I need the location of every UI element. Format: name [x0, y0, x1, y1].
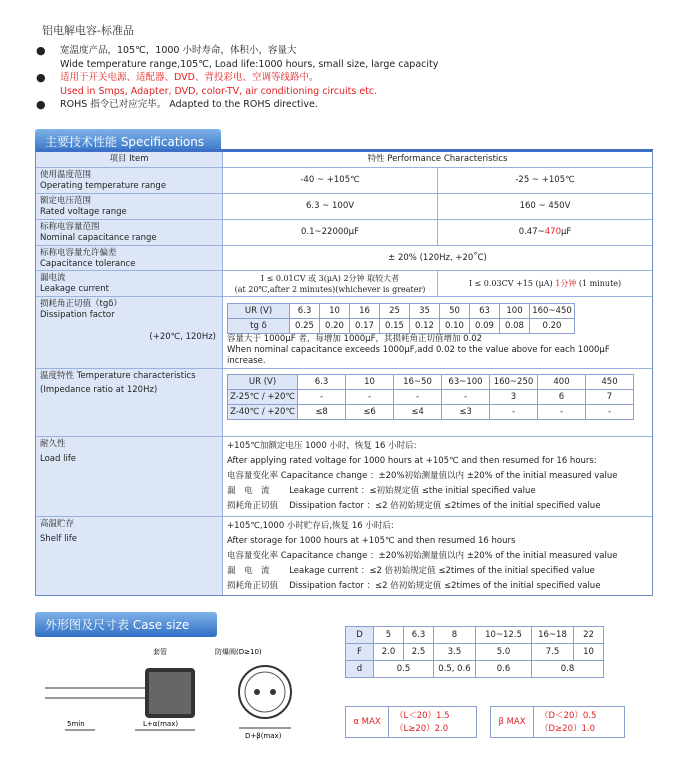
table-cell: 3	[490, 390, 538, 405]
voltage-a: 6.3 ~ 100V	[305, 201, 355, 211]
table-cell: Z-25℃ / +20℃	[228, 390, 298, 405]
table-row	[346, 627, 604, 644]
shelf-en: Shelf life	[40, 534, 78, 544]
table-cell: 6.3	[404, 627, 434, 644]
beta-max-box	[490, 706, 625, 738]
dissipation-table	[227, 303, 575, 334]
table-cell: 25	[380, 304, 410, 319]
table-cell: 2.0	[374, 644, 404, 661]
case-band: 外形图及尺寸表 Case size	[35, 612, 217, 637]
voltage-b: 160 ~ 450V	[437, 194, 652, 219]
endur-l1: +105℃加额定电压 1000 小时，恢复 16 小时后:	[227, 441, 417, 451]
table-cell: 10	[574, 644, 604, 661]
lead-label: 5min	[67, 720, 85, 728]
table-cell: 6.3	[298, 375, 346, 390]
table-cell: -	[538, 405, 586, 420]
bullet-icon: ●	[36, 71, 46, 84]
table-cell: -	[394, 390, 442, 405]
endur-l3: 电容量变化率 Capacitance change ：±20%初始测量值以内 ±20% of the initial measured value	[227, 471, 618, 481]
table-cell: ≤6	[346, 405, 394, 420]
table-cell: 0.12	[410, 319, 440, 334]
header-item: 项目 Item	[36, 152, 223, 167]
shelf-l1: +105℃,1000 小时贮存后,恢复 16 小时后:	[227, 521, 394, 531]
tol-cn: 标称电容量允许偏差	[40, 248, 117, 258]
table-cell: 0.09	[470, 319, 500, 334]
table-cell: 2.5	[404, 644, 434, 661]
alpha-max-box	[345, 706, 477, 738]
endur-l4: 漏 电 流 Leakage current ：≤初始规定值 ≤the initial specified value	[227, 486, 536, 496]
endur-l2: After applying rated voltage for 1000 hours at +105℃ and then resumed for 16 hours:	[227, 456, 597, 466]
bullet-icon: ●	[36, 98, 46, 111]
feature-2-en: Used in Smps, Adapter, DVD, color-TV, air conditioning circuits etc.	[60, 85, 378, 97]
table-cell: 450	[586, 375, 634, 390]
header-perf: 特性 Performance Characteristics	[367, 154, 508, 164]
table-cell: 16	[350, 304, 380, 319]
table-cell: -	[346, 390, 394, 405]
table-cell: 100	[500, 304, 530, 319]
table-row	[228, 375, 634, 390]
table-cell: ≤8	[298, 405, 346, 420]
feature-list	[36, 44, 438, 112]
table-cell: 0.20	[530, 319, 575, 334]
temp-en: Operating temperature range	[40, 181, 167, 191]
cap-b: 0.47~ 470 μF	[437, 220, 652, 245]
table-cell: 400	[538, 375, 586, 390]
table-cell: 10~12.5	[476, 627, 532, 644]
table-cell: ≤3	[442, 405, 490, 420]
beta-max-v2: （D≥20）1.0	[540, 724, 596, 734]
table-cell: 50	[440, 304, 470, 319]
beta-max-label: β MAX	[491, 707, 534, 737]
table-cell: 0.10	[440, 319, 470, 334]
table-cell: 5.0	[476, 644, 532, 661]
table-cell: ≤4	[394, 405, 442, 420]
feature-1-cn: 宽温度产品，105℃，1000 小时寿命，体积小，容量大	[60, 45, 297, 56]
endur-cn: 耐久性	[40, 439, 66, 449]
dia-label: D+β(max)	[245, 732, 282, 740]
tol-val: ± 20% (120Hz, +20˚C)	[388, 252, 487, 263]
cap-a: 0.1~22000μF	[301, 227, 359, 237]
table-row	[228, 319, 575, 334]
beta-max-v1: （D＜20）0.5	[540, 711, 597, 721]
table-cell: -	[586, 405, 634, 420]
alpha-max-label: α MAX	[346, 707, 389, 737]
case-drawing	[35, 640, 320, 748]
sleeve-label: 套管	[153, 648, 167, 656]
table-cell: 6.3	[290, 304, 320, 319]
temp-cn: 使用温度范围	[40, 170, 92, 180]
leak-b: I ≤ 0.03CV +15 (μA) 1分钟 (1 minute)	[437, 271, 652, 296]
table-cell: 22	[574, 627, 604, 644]
table-cell: 7	[586, 390, 634, 405]
specs-band: 主要技术性能 Specifications	[35, 129, 221, 154]
table-cell: 0.08	[500, 319, 530, 334]
table-cell: 63	[470, 304, 500, 319]
leak-en: Leakage current	[40, 284, 109, 294]
table-cell: tg δ	[228, 319, 290, 334]
table-cell: 16~50	[394, 375, 442, 390]
table-cell: 160~250	[490, 375, 538, 390]
table-cell: 0.6	[476, 661, 532, 678]
table-cell: 0.17	[350, 319, 380, 334]
endur-l5: 损耗角正切值 Dissipation factor ：≤2 倍初始规定值 ≤2times of the initial specified value	[227, 501, 601, 511]
page-title: 铝电解电容-标准品	[42, 24, 134, 37]
tan-cond: (+20℃, 120Hz)	[149, 332, 216, 342]
table-row	[346, 644, 604, 661]
table-cell: 0.15	[380, 319, 410, 334]
table-cell: 0.5, 0.6	[434, 661, 476, 678]
table-cell: Z-40℃ / +20℃	[228, 405, 298, 420]
table-cell: 10	[346, 375, 394, 390]
tan-cn: 损耗角正切值（tgδ）	[40, 299, 122, 309]
table-cell: -	[490, 405, 538, 420]
alpha-max-v2: （L≥20）2.0	[395, 724, 449, 734]
temp-a: -40 ~ +105℃	[300, 175, 360, 185]
table-cell: 10	[320, 304, 350, 319]
endur-en: Load life	[40, 454, 77, 464]
vent-label: 防爆阀(D≥10)	[215, 648, 262, 656]
shelf-cn: 高温贮存	[40, 519, 75, 529]
table-cell: 7.5	[532, 644, 574, 661]
table-cell: 8	[434, 627, 476, 644]
table-cell: -	[442, 390, 490, 405]
table-cell: d	[346, 661, 374, 678]
shelf-l2: After storage for 1000 hours at +105℃ and then resumed 16 hours	[227, 536, 516, 546]
leak-a: I ≤ 0.01CV 或 3(μA) 2分钟 取较大者 (at 20℃,after 2 minutes)(whichever is greater)	[234, 273, 426, 294]
temp-b: -25 ~ +105℃	[437, 168, 652, 193]
feature-1-en: Wide temperature range,105℃, Load life:1000 hours, small size, large capacity	[60, 58, 439, 70]
table-cell: 5	[374, 627, 404, 644]
table-cell: UR (V)	[228, 375, 298, 390]
shelf-l4: 漏 电 流 Leakage current ：≤2 倍初始规定值 ≤2times of the initial specified value	[227, 566, 595, 576]
len-label: L+α(max)	[143, 720, 179, 728]
table-row	[228, 304, 575, 319]
voltage-cn: 额定电压范围	[40, 196, 92, 206]
feature-2-cn: 适用于开关电源、适配器、DVD、背投彩电、空调等线路中。	[60, 72, 319, 83]
tc-cn: 温度特性 Temperature characteristics	[40, 371, 196, 381]
table-cell: 35	[410, 304, 440, 319]
table-cell: 0.8	[532, 661, 604, 678]
cap-en: Nominal capacitance range	[40, 233, 157, 243]
case-size-table	[345, 626, 604, 678]
cap-cn: 标称电容量范围	[40, 222, 100, 232]
shelf-l3: 电容量变化率 Capacitance change ：±20%初始测量值以内 ±20% of the initial measured value	[227, 551, 618, 561]
leak-cn: 漏电流	[40, 273, 66, 283]
bullet-icon: ●	[36, 44, 46, 57]
table-cell: 0.25	[290, 319, 320, 334]
alpha-max-v1: （L＜20）1.5	[395, 711, 450, 721]
tan-note-cn: 容量大于 1000μF 者，每增加 1000μF，其损耗角正切值增加 0.02	[227, 334, 483, 344]
table-cell: 16~18	[532, 627, 574, 644]
feature-3: ROHS 指令已对应完毕。 Adapted to the ROHS directive.	[60, 99, 318, 110]
table-cell: UR (V)	[228, 304, 290, 319]
table-row	[228, 390, 634, 405]
table-cell: 0.5	[374, 661, 434, 678]
tc-en: (Impedance ratio at 120Hz)	[40, 385, 158, 395]
table-cell: 63~100	[442, 375, 490, 390]
shelf-l5: 损耗角正切值 Dissipation factor ：≤2 倍初始规定值 ≤2times of the initial specified value	[227, 581, 601, 591]
table-cell: F	[346, 644, 374, 661]
table-cell: 3.5	[434, 644, 476, 661]
voltage-en: Rated voltage range	[40, 207, 127, 217]
table-row	[228, 405, 634, 420]
tol-en: Capacitance tolerance	[40, 259, 136, 269]
tan-en: Dissipation factor	[40, 310, 115, 320]
table-row	[346, 661, 604, 678]
table-cell: 0.20	[320, 319, 350, 334]
spec-table	[35, 149, 653, 596]
table-cell: D	[346, 627, 374, 644]
tan-note-en: When nominal capacitance exceeds 1000μF,add 0.02 to the value above for each 1000μF increase.	[227, 345, 610, 366]
table-cell: 160~450	[530, 304, 575, 319]
table-cell: -	[298, 390, 346, 405]
temperature-table	[227, 374, 634, 420]
table-cell: 6	[538, 390, 586, 405]
